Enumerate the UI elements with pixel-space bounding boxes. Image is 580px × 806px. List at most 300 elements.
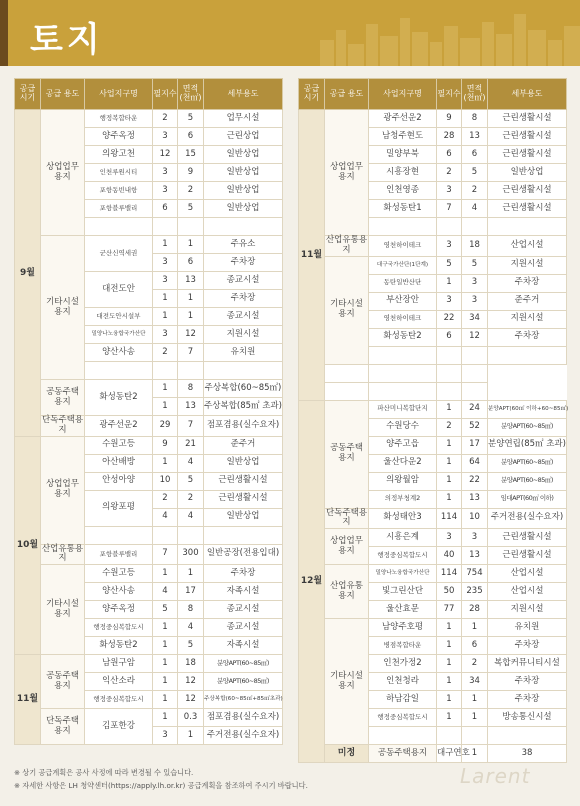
district-name: 양산사송 [85,583,153,601]
district-name: 남양주호평 [369,619,437,637]
district-name: 수원고등 [85,565,153,583]
district-name: 행정중심복합도시 [85,691,153,709]
land-use-type: 상업업무 용지 [325,110,369,236]
district-name: 밀양부북 [369,146,437,164]
parcel-count: 114 [437,565,462,583]
parcel-count: 5 [153,601,178,619]
district-name: 대구연호 [437,745,462,763]
area-value: 0.3 [178,709,204,727]
parcel-count: 3 [153,727,178,745]
district-name: 대전도안시설부 [85,308,153,326]
land-use-type: 기타시설 용지 [41,236,85,380]
column-header: 공급 용도 [41,79,85,110]
area-value: 5 [178,472,204,490]
parcel-count: 1 [437,490,462,508]
district-name [325,364,369,382]
parcel-count: 1 [153,709,178,727]
supply-month: 12월 [299,400,325,763]
area-value: 13 [462,547,488,565]
district-name: 시흥은계 [369,529,437,547]
detailed-use: 주차장 [488,328,567,346]
page-title: 토지 [30,20,104,60]
detailed-use: 근린생활시설 [204,472,283,490]
detailed-use: 준주거 [488,292,567,310]
parcel-count [369,364,437,382]
parcel-count: 22 [437,310,462,328]
detailed-use: 근린생활시설 [488,146,567,164]
parcel-count: 3 [437,292,462,310]
district-name: 부산장안 [369,292,437,310]
area-value: 5 [178,110,204,128]
area-value: 21 [178,436,204,454]
right-land-table [298,78,567,763]
supply-month: 11월 [15,655,41,745]
land-use-type: 단독주택 용지 [41,709,85,745]
detailed-use: 산업시설 [488,583,567,601]
district-name: 포항동빈내항 [85,182,153,200]
detailed-use [204,362,283,380]
detailed-use: 분양APT(60㎡ 이하+60~85㎡) [488,400,567,418]
parcel-count: 4 [153,508,178,526]
parcel-count: 1 [153,290,178,308]
detailed-use: 주상복합(85㎡ 초과) [204,398,283,416]
area-value: 34 [462,673,488,691]
detailed-use: 근린생활시설 [488,128,567,146]
table-row [299,619,567,637]
parcel-count: 3 [153,254,178,272]
land-use-type: 산업유통용지 [325,235,368,255]
district-name: 대구국가산단(1단계) [369,256,437,274]
parcel-count: 1 [153,380,178,398]
detailed-use: 종교시설 [204,601,283,619]
district-name: 화성동탄2 [85,637,153,655]
parcel-count: 9 [437,110,462,128]
detailed-use: 일반상업 [488,164,567,182]
area-value: 9 [178,164,204,182]
parcel-count: 5 [437,256,462,274]
column-header: 세부용도 [204,79,283,110]
area-value: 6 [462,146,488,164]
detailed-use: 주차장 [488,637,567,655]
district-name: 양주옥정 [85,128,153,146]
detailed-use: 주상복합(60~85㎡) [204,380,283,398]
page-header [0,0,580,66]
area-value: 12 [178,673,204,691]
district-name: 동탄일반산단 [369,274,437,292]
parcel-count: 29 [153,416,178,437]
parcel-count [369,382,437,400]
detailed-use: 주거전용(실수요자) [204,727,283,745]
parcel-count: 3 [437,529,462,547]
district-name: 의왕포평 [85,490,153,526]
parcel-count: 1 [153,565,178,583]
detailed-use: 주차장 [204,290,283,308]
district-name: 수원고등 [85,436,153,454]
table-row [15,655,283,673]
area-value [178,218,204,236]
detailed-use: 복합커뮤니티시설 [488,655,567,673]
district-name [369,218,437,236]
parcel-count: 1 [437,454,462,472]
area-value: 17 [462,436,488,454]
area-value: 6 [178,254,204,272]
area-value [462,727,488,745]
column-header: 면적 (천㎡) [462,79,488,110]
column-header: 사업지구명 [85,79,153,110]
table-row [15,436,283,454]
area-value: 7 [178,416,204,437]
table-row [299,110,567,128]
district-name [325,382,369,400]
parcel-count [153,526,178,544]
table-row [15,565,283,583]
area-value: 5 [462,256,488,274]
area-value: 13 [462,490,488,508]
detailed-use [462,382,488,400]
area-value: 1 [178,308,204,326]
detailed-use: 주차장 [488,673,567,691]
detailed-use: 근린생활시설 [204,490,283,508]
supply-month: 11월 [299,110,325,401]
detailed-use: 지원시설 [488,601,567,619]
detailed-use: 분양APT(60~85㎡) [204,673,283,691]
supply-month: 미정 [325,745,369,763]
area-value: 12 [178,691,204,709]
detailed-use: 종교시설 [204,619,283,637]
detailed-use: 주차장 [488,691,567,709]
detailed-use: 종교시설 [204,272,283,290]
table-row [15,709,283,727]
district-name: 시흥장현 [369,164,437,182]
parcel-count: 12 [153,146,178,164]
detailed-use: 유치원 [204,344,283,362]
area-value: 4 [462,200,488,218]
detailed-use: 근린생활시설 [488,529,567,547]
district-name: 빛그린산단 [369,583,437,601]
district-name [85,218,153,236]
area-value: 17 [178,583,204,601]
parcel-count: 3 [153,326,178,344]
district-name: 남원구암 [85,655,153,673]
detailed-use: 분양APT(60~85㎡) [488,472,567,490]
column-header: 공급 시기 [15,79,41,110]
table-row [299,364,567,382]
parcel-count: 1 [437,655,462,673]
area-value [462,346,488,364]
parcel-count: 3 [153,182,178,200]
land-use-type: 단독주택용지 [41,415,84,435]
parcel-count: 2 [153,110,178,128]
detailed-use: 방송통신시설 [488,709,567,727]
district-name: 양주고읍 [369,436,437,454]
area-value: 3 [462,274,488,292]
area-value: 1 [462,709,488,727]
table-row [299,400,567,418]
district-name: 익산소라 [85,673,153,691]
district-name: 밀양나노융합국가산단 [85,326,153,344]
area-value: 64 [462,454,488,472]
area-value: 5 [462,164,488,182]
detailed-use: 유치원 [488,619,567,637]
brand-logo: Larent [460,764,531,788]
district-name: 김포한강 [85,709,153,745]
parcel-count: 3 [153,164,178,182]
detailed-use: 일반상업 [204,454,283,472]
land-use-type: 산업유통 용지 [325,565,369,619]
district-name: 영천하이테크 [369,310,437,328]
parcel-count [437,218,462,236]
parcel-count: 1 [153,655,178,673]
parcel-count [437,346,462,364]
detailed-use: 일반상업 [204,164,283,182]
parcel-count: 1 [437,436,462,454]
area-value: 1 [178,565,204,583]
district-name: 양산사송 [85,344,153,362]
district-name: 광주선운2 [85,416,153,437]
parcel-count: 1 [153,637,178,655]
detailed-use: 분양APT(60~85㎡) [488,454,567,472]
detailed-use: 일반상업 [204,146,283,164]
detailed-use: 산업시설 [488,236,567,257]
area-value: 15 [178,146,204,164]
detailed-use [462,364,488,382]
district-name: 병점복합타운 [369,637,437,655]
area-value: 2 [462,655,488,673]
parcel-count: 7 [153,544,178,565]
column-header: 공급 시기 [299,79,325,110]
area-value: 2 [462,182,488,200]
area-value: 2 [178,182,204,200]
header-accent-bar [0,0,8,66]
area-value: 5 [178,637,204,655]
district-name: 포항블루밸리 [85,544,153,565]
table-header-row [299,79,567,110]
detailed-use: 점포겸용(실수요자) [204,416,283,437]
detailed-use: 근린생활시설 [488,200,567,218]
area-value: 8 [178,380,204,398]
parcel-count: 50 [437,583,462,601]
detailed-use: 종교시설 [204,308,283,326]
parcel-count: 6 [437,146,462,164]
parcel-count [153,362,178,380]
district-name: 화성동탄2 [85,380,153,416]
parcel-count: 1 [153,236,178,254]
detailed-use: 일반상업 [204,182,283,200]
parcel-count: 10 [153,472,178,490]
parcel-count: 2 [153,344,178,362]
district-name: 행정중심복합도시 [369,547,437,565]
district-name: 영천하이테크 [369,236,437,257]
parcel-count: 7 [437,200,462,218]
parcel-count: 3 [437,236,462,257]
district-name: 행정중심복합도시 [369,709,437,727]
land-use-type: 상업업무 용지 [41,110,85,236]
parcel-count: 1 [437,619,462,637]
area-value: 28 [462,601,488,619]
district-name: 안성아양 [85,472,153,490]
area-value [178,526,204,544]
table-row [299,236,567,257]
detailed-use: 일반상업 [204,508,283,526]
parcel-count: 1 [437,637,462,655]
area-value [437,364,462,382]
parcel-count: 77 [437,601,462,619]
detailed-use: 분양연립(85㎡ 초과) [488,436,567,454]
district-name: 울산다운2 [369,454,437,472]
table-row [299,508,567,529]
land-use-type: 공동주택 용지 [41,380,85,416]
detailed-use: 주상복합(60~85㎡+85㎡초과) [204,691,283,709]
district-name: 광주선운2 [369,110,437,128]
district-name: 화성동탄1 [369,200,437,218]
district-name: 포항블루밸리 [85,200,153,218]
area-value: 12 [178,326,204,344]
detailed-use [488,346,567,364]
parcel-count: 2 [153,490,178,508]
district-name: 밀양나노융합국가산단 [369,565,437,583]
detailed-use: 산업시설 [488,565,567,583]
table-row [299,382,567,400]
table-row [15,416,283,437]
table-row [299,745,567,763]
column-header: 필지수 [437,79,462,110]
district-name: 수원당수 [369,418,437,436]
footnotes [14,766,308,792]
district-name: 아산배방 [85,454,153,472]
parcel-count: 1 [153,454,178,472]
detailed-use: 점포겸용(실수요자) [204,709,283,727]
district-name: 행정중심복합도시 [85,619,153,637]
city-skyline-icon [320,0,580,66]
area-value [437,382,462,400]
district-name [85,362,153,380]
land-use-type: 기타시설 용지 [41,565,85,655]
column-header: 세부용도 [488,79,567,110]
table-header-row [15,79,283,110]
area-value: 34 [462,310,488,328]
detailed-use: 근린상업 [204,128,283,146]
land-use-type: 공동주택 용지 [325,400,369,508]
area-value: 24 [462,400,488,418]
detailed-use: 지원시설 [204,326,283,344]
area-value: 1 [462,691,488,709]
area-value: 6 [178,128,204,146]
detailed-use: 주차장 [204,565,283,583]
parcel-count: 1 [153,673,178,691]
detailed-use [204,526,283,544]
area-value: 1 [178,290,204,308]
parcel-count: 1 [437,274,462,292]
detailed-use [204,218,283,236]
district-name: 행정복합타운 [85,110,153,128]
parcel-count: 1 [437,673,462,691]
area-value [462,218,488,236]
area-value: 3 [462,529,488,547]
detailed-use: 자족시설 [204,583,283,601]
parcel-count: 2 [437,418,462,436]
area-value: 1 [178,236,204,254]
district-name: 인천영종 [369,182,437,200]
detailed-use: 준주거 [204,436,283,454]
district-name [369,727,437,745]
area-value [178,362,204,380]
area-value: 8 [462,110,488,128]
detailed-use [488,218,567,236]
area-value: 5 [178,200,204,218]
parcel-count: 40 [437,547,462,565]
detailed-use: 분양APT(60~85㎡) [488,418,567,436]
column-header: 사업지구명 [369,79,437,110]
parcel-count: 1 [153,619,178,637]
area-value: 754 [462,565,488,583]
district-name: 대전도안 [85,272,153,308]
area-value: 4 [178,508,204,526]
detailed-use: 일반공장(전용입대) [204,544,283,565]
parcel-count: 4 [153,583,178,601]
footnote: ※ 상기 공급계획은 공사 사정에 따라 변경될 수 있습니다. [14,768,194,777]
parcel-count: 6 [437,328,462,346]
detailed-use: 근린생활시설 [488,110,567,128]
column-header: 면적 (천㎡) [178,79,204,110]
land-use-type: 기타시설 용지 [325,619,369,745]
table-row [15,110,283,128]
parcel-count [153,218,178,236]
supply-month: 9월 [15,110,41,437]
district-name [369,346,437,364]
left-land-table [14,78,283,745]
detailed-use: 분양APT(60~85㎡) [204,655,283,673]
detailed-use: 근린생활시설 [488,547,567,565]
column-header: 필지수 [153,79,178,110]
area-value: 10 [462,508,488,529]
area-value: 13 [178,272,204,290]
district-name: 인천루원시티 [85,164,153,182]
column-header: 공급 용도 [325,79,369,110]
parcel-count: 3 [153,272,178,290]
parcel-count: 1 [437,400,462,418]
district-name: 인천청라 [369,673,437,691]
land-use-type: 단독주택용지 [325,507,368,528]
parcel-count: 1 [153,398,178,416]
footnote: ※ 자세한 사항은 LH 청약센터(https://apply.lh.or.kr) 공급계획을 참조하여 주시기 바랍니다. [14,781,308,790]
table-row [299,565,567,583]
land-use-type: 공동주택용지 [369,745,437,763]
detailed-use: 주차장 [488,274,567,292]
land-use-type: 공동주택 용지 [41,655,85,709]
district-name: 파산미니복합단지 [369,400,437,418]
area-value: 7 [178,344,204,362]
detailed-use: 지원시설 [488,310,567,328]
table-row [299,256,567,274]
district-name: 남청주현도 [369,128,437,146]
district-name: 의정부청계2 [369,490,437,508]
district-name: 의왕월암 [369,472,437,490]
district-name: 울산효문 [369,601,437,619]
district-name [85,526,153,544]
land-use-type: 상업업무 용지 [41,436,85,544]
area-value: 13 [178,398,204,416]
land-use-type: 산업유통용지 [41,543,84,564]
area-value: 8 [178,601,204,619]
table-row [15,236,283,254]
district-name: 군산신역세권 [85,236,153,272]
supply-month: 10월 [15,436,41,655]
parcel-count: 9 [153,436,178,454]
land-use-type: 기타시설 용지 [325,256,369,364]
area-value: 18 [178,655,204,673]
parcel-count: 6 [153,200,178,218]
parcel-count: 1 [153,691,178,709]
